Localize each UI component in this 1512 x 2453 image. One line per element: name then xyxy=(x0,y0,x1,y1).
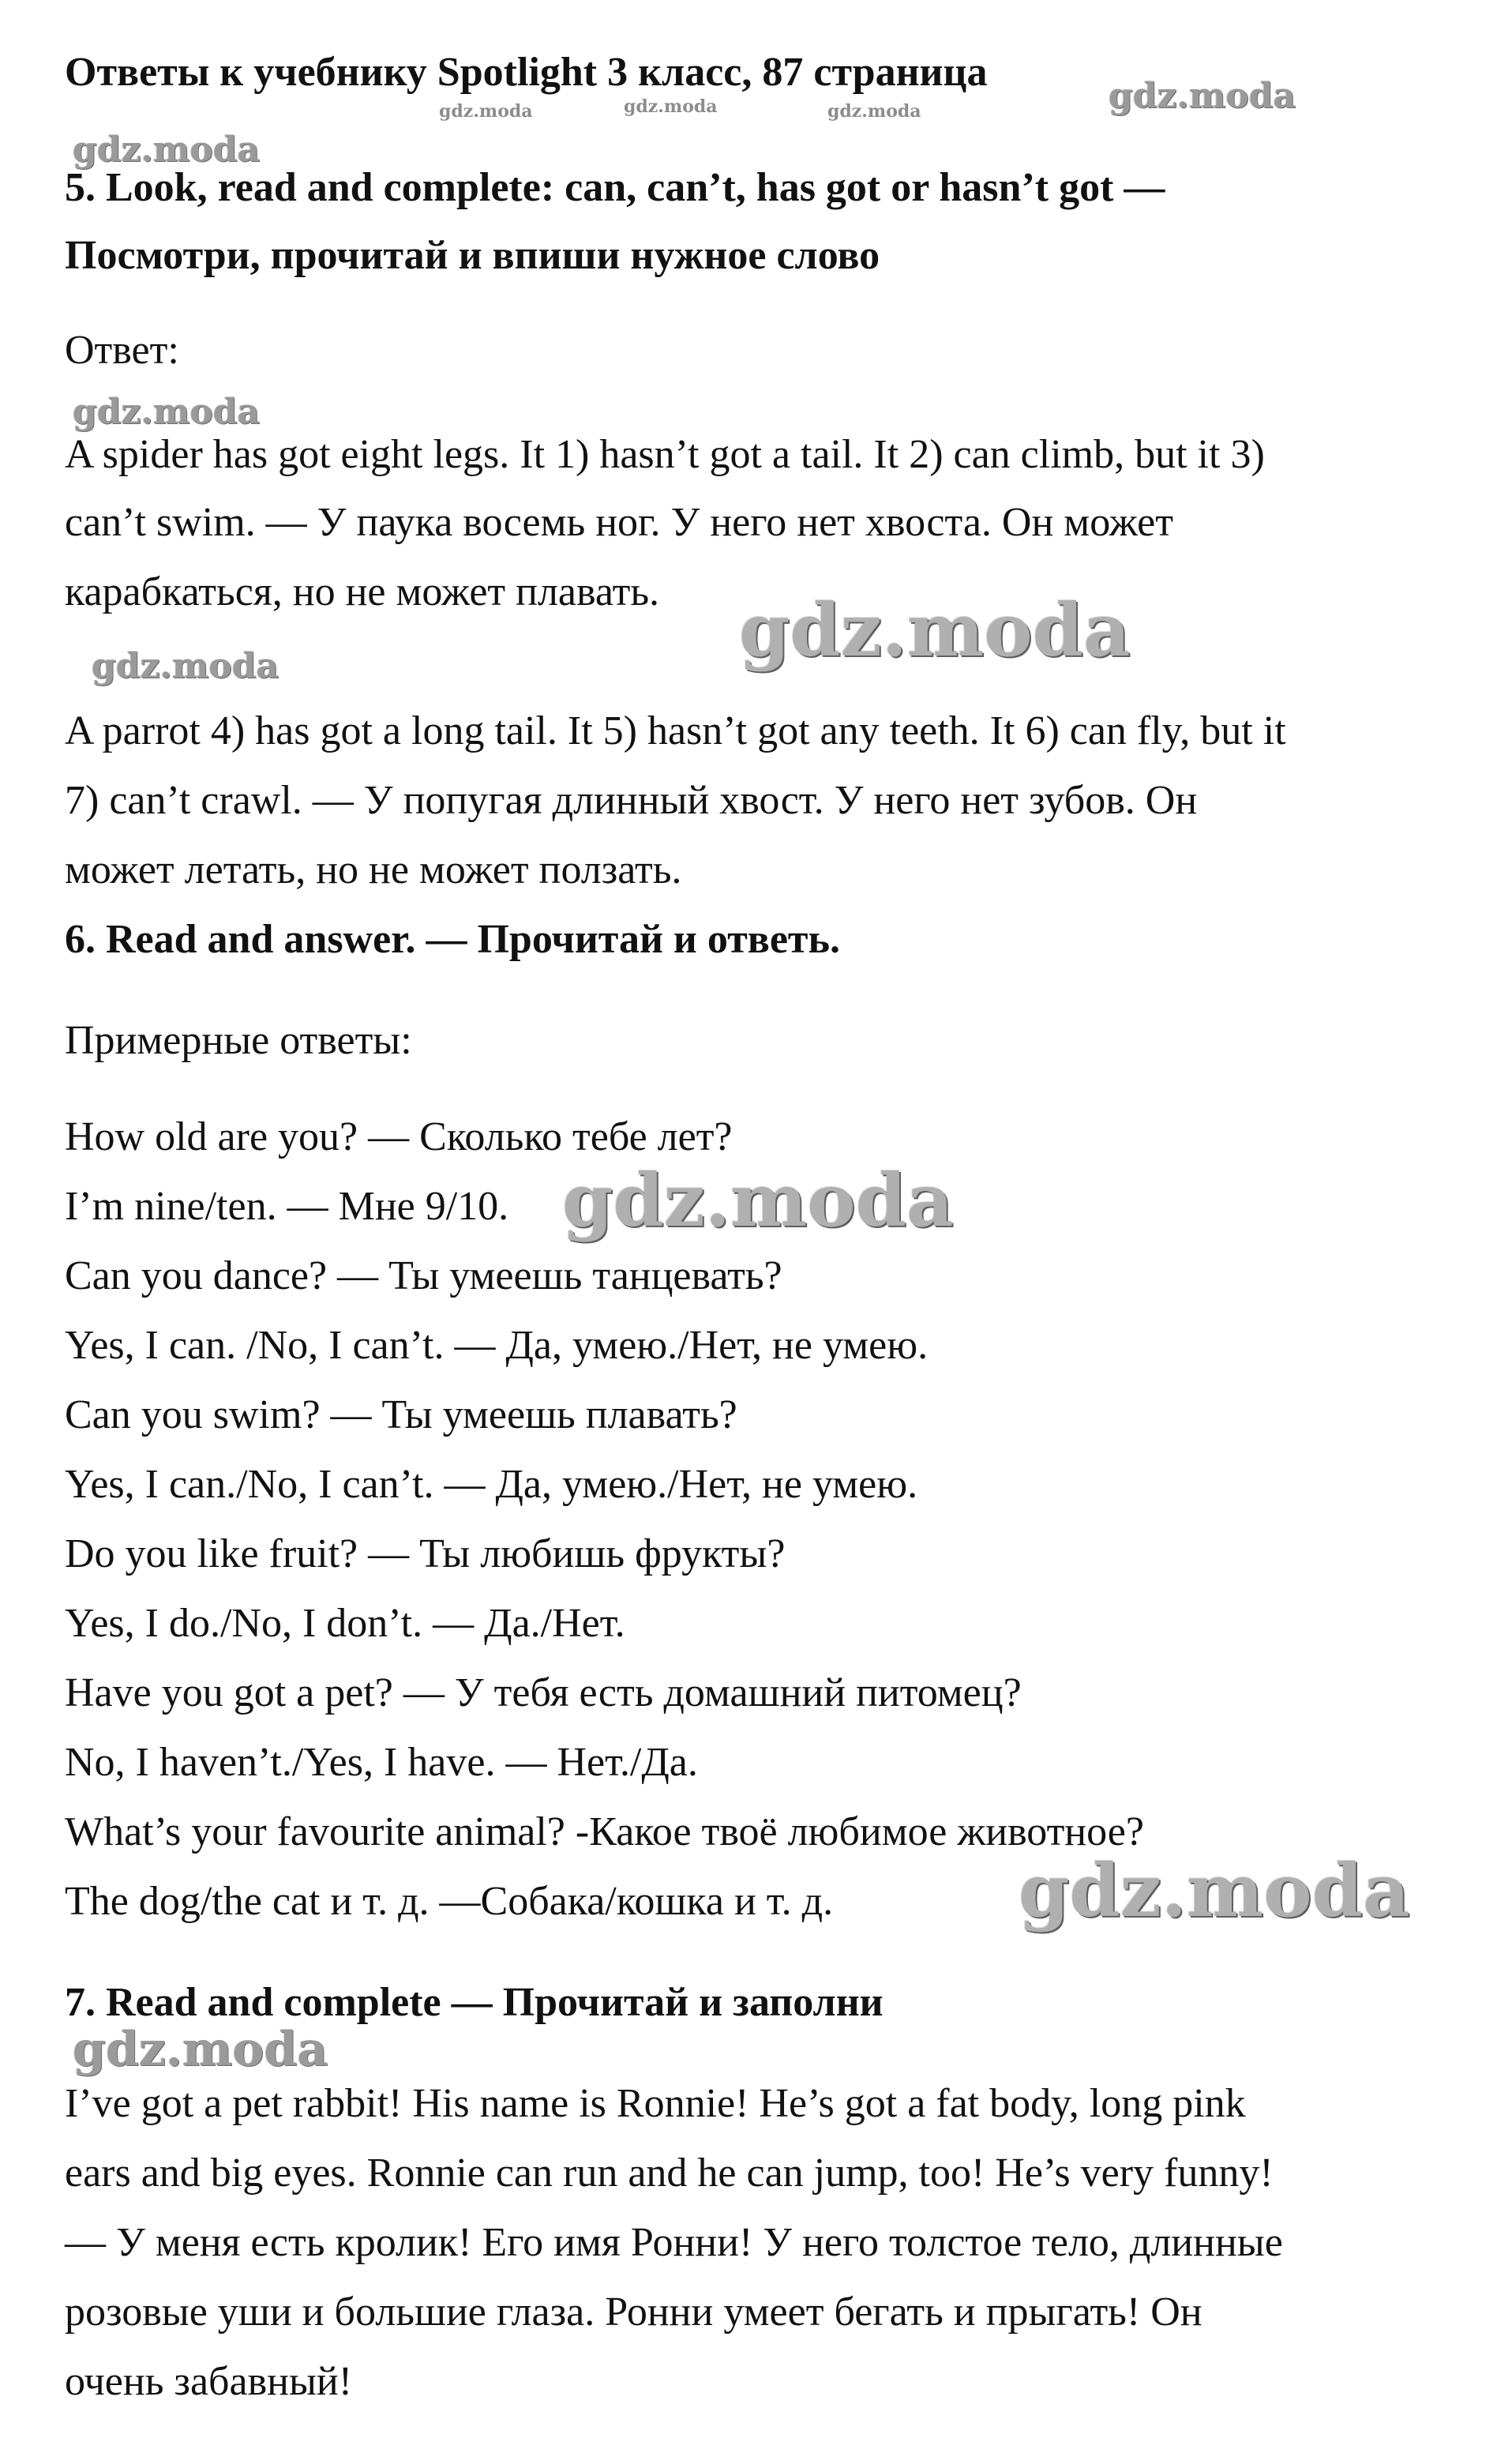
answer-line: может летать, но не может ползать. xyxy=(65,847,682,892)
answer-line: Yes, I can./No, I can’t. — Да, умею./Нет, не умею. xyxy=(65,1462,918,1507)
answer-line: — У меня есть кролик! Его имя Ронни! У него толстое тело, длинные xyxy=(65,2220,1283,2265)
section-7-heading: 7. Read and complete — Прочитай и заполни xyxy=(65,1980,884,2025)
answer-line: Yes, I can. /No, I can’t. — Да, умею./Нет, не умею. xyxy=(65,1323,929,1368)
watermark-logo: gdz.moda xyxy=(73,2022,328,2077)
watermark-logo: gdz.moda xyxy=(562,1158,954,1243)
answer-line: What’s your favourite animal? -Какое твоё любимое животное? xyxy=(65,1809,1144,1854)
watermark-logo: gdz.moda xyxy=(1109,76,1296,116)
watermark-logo: gdz.moda xyxy=(624,96,718,117)
answer-line: I’m nine/ten. — Мне 9/10. xyxy=(65,1184,509,1229)
answer-line: Do you like fruit? — Ты любишь фрукты? xyxy=(65,1531,786,1576)
section-6-heading: 6. Read and answer. — Прочитай и ответь. xyxy=(65,917,840,962)
answer-line: ears and big eyes. Ronnie can run and he can jump, too! He’s very funny! xyxy=(65,2151,1274,2196)
watermark-logo: gdz.moda xyxy=(73,130,261,170)
answer-line: карабкаться, но не может плавать. xyxy=(65,569,660,614)
answer-line: Can you swim? — Ты умеешь плавать? xyxy=(65,1392,737,1437)
answer-line: очень забавный! xyxy=(65,2359,353,2404)
section-5-heading: 5. Look, read and complete: can, can’t, has got or hasn’t got — xyxy=(65,165,1165,210)
answer-line: A parrot 4) has got a long tail. It 5) hasn’t got any teeth. It 6) can fly, but it xyxy=(65,708,1286,753)
watermark-logo: gdz.moda xyxy=(92,646,280,686)
answer-label: Примерные ответы: xyxy=(65,1018,412,1063)
answer-line: A spider has got eight legs. It 1) hasn’t got a tail. It 2) can climb, but it 3) xyxy=(65,432,1265,477)
answer-line: The dog/the cat и т. д. —Собака/кошка и т. д. xyxy=(65,1879,834,1924)
answer-line: How old are you? — Сколько тебе лет? xyxy=(65,1114,733,1159)
answer-line: Have you got a pet? — У тебя есть домашний питомец? xyxy=(65,1670,1022,1715)
section-5-heading-translation: Посмотри, прочитай и впиши нужное слово xyxy=(65,233,880,278)
watermark-logo: gdz.moda xyxy=(439,101,533,122)
page-title: Ответы к учебнику Spotlight 3 класс, 87 страница xyxy=(65,50,988,95)
watermark-logo: gdz.moda xyxy=(827,101,921,122)
watermark-logo: gdz.moda xyxy=(1019,1848,1410,1933)
answer-line: розовые уши и большие глаза. Ронни умеет бегать и прыгать! Он xyxy=(65,2290,1202,2335)
answer-line: Yes, I do./No, I don’t. — Да./Нет. xyxy=(65,1601,625,1646)
watermark-logo: gdz.moda xyxy=(73,392,261,432)
answer-line: 7) can’t crawl. — У попугая длинный хвост. У него нет зубов. Он xyxy=(65,778,1198,823)
answer-line: I’ve got a pet rabbit! His name is Ronnie! He’s got a fat body, long pink xyxy=(65,2081,1246,2126)
answer-line: Can you dance? — Ты умеешь танцевать? xyxy=(65,1253,782,1298)
answer-line: No, I haven’t./Yes, I have. — Нет./Да. xyxy=(65,1740,698,1785)
watermark-logo: gdz.moda xyxy=(739,588,1131,673)
answer-line: can’t swim. — У паука восемь ног. У него нет хвоста. Он может xyxy=(65,500,1173,545)
answer-label: Ответ: xyxy=(65,328,179,373)
